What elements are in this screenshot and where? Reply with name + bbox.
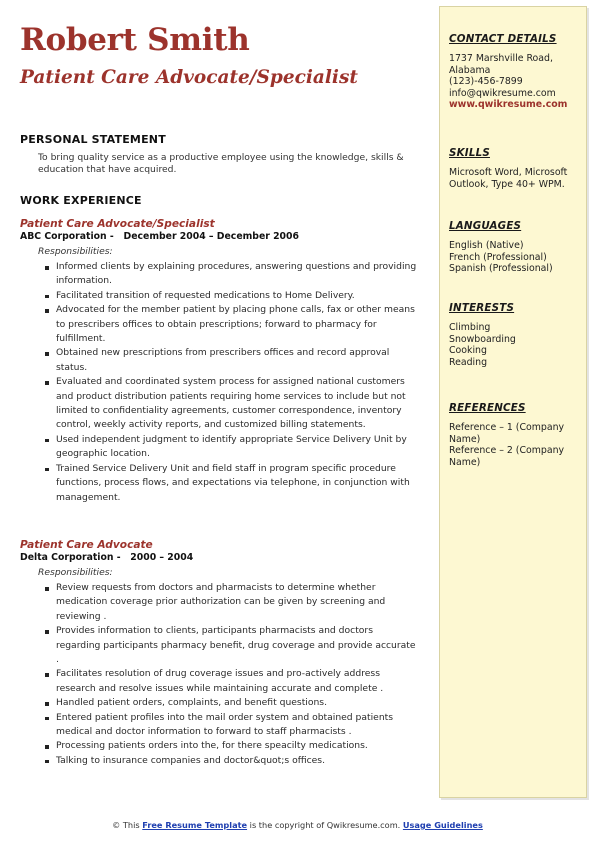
references-section — [449, 402, 583, 468]
resume-title: Patient Care Advocate/Specialist — [20, 67, 358, 88]
list-item: Facilitated transition of requested medications to Home Delivery. — [56, 289, 420, 303]
list-item: Provides information to clients, participants pharmacists and doctors regarding participants pharmacy benefit, drug coverage and provide accurate . — [56, 624, 420, 667]
references-heading: REFERENCES — [449, 402, 526, 414]
list-item: Processing patients orders into the, for there speacilty medications. — [56, 739, 420, 753]
sidebar — [439, 6, 587, 798]
skills-heading: SKILLS — [449, 147, 490, 159]
skills-line: Microsoft Word, Microsoft — [449, 167, 568, 178]
interest-item: Snowboarding — [449, 333, 516, 345]
personal-statement-heading: PERSONAL STATEMENT — [20, 133, 166, 146]
footer-prefix: © This — [112, 820, 143, 830]
interest-item: Reading — [449, 356, 488, 368]
interest-item: Cooking — [449, 345, 487, 357]
list-item: Used independent judgment to identify appropriate Service Delivery Unit by geographic location. — [56, 433, 420, 462]
list-item: Evaluated and coordinated system process for assigned national customers and product distribution patients requiring home services to include but not limited to confidentiality agreements, customer correspondence, inventory control, weekly activity reports, and customized billing statements. — [56, 375, 420, 433]
skills-section — [449, 147, 583, 190]
list-item: Talking to insurance companies and doctor&quot;s offices. — [56, 754, 420, 768]
languages-heading: LANGUAGES — [449, 220, 522, 232]
list-item: Facilitates resolution of drug coverage issues and pro-actively address research and resolve issues while maintaining accurate and complete . — [56, 667, 420, 696]
responsibilities-list — [20, 260, 420, 505]
footer — [0, 820, 595, 830]
list-item: Handled patient orders, complaints, and benefit questions. — [56, 696, 420, 710]
responsibilities-list — [20, 581, 420, 768]
list-item: Informed clients by explaining procedures, answering questions and providing information. — [56, 260, 420, 289]
reference-line: Name) — [449, 456, 481, 468]
usage-guidelines-link[interactable]: Usage Guidelines — [402, 820, 483, 830]
email: info@qwikresume.com — [449, 87, 556, 99]
phone: (123)-456-7899 — [449, 76, 523, 88]
list-item: Obtained new prescriptions from prescribers offices and record approval status. — [56, 346, 420, 375]
skills-line: Outlook, Type 40+ WPM. — [449, 178, 565, 190]
interest-item: Climbing — [449, 322, 491, 333]
website-link[interactable]: www.qwikresume.com — [449, 99, 568, 111]
job-entry-1 — [20, 218, 420, 505]
list-item: Trained Service Delivery Unit and field staff in program specific procedure functions, process flows, and expectations via telephone, in conjunction with management. — [56, 462, 420, 505]
free-resume-template-link[interactable]: Free Resume Template — [142, 820, 248, 830]
job-company-dates: ABC Corporation - December 2004 – December 2006 — [20, 231, 299, 242]
address-line: 1737 Marshville Road, — [449, 53, 553, 64]
contact-section — [449, 33, 583, 111]
interests-heading: INTERESTS — [449, 302, 515, 314]
list-item: Advocated for the member patient by placing phone calls, fax or other means to prescribers offices to obtain prescriptions; forward to pharmacy for fulfillment. — [56, 303, 420, 346]
responsibilities-label: Responsibilities: — [38, 246, 113, 257]
footer-copyright-text: is the copyright of Qwikresume.com. — [247, 820, 403, 830]
language-item: Spanish (Professional) — [449, 263, 553, 275]
job-title: Patient Care Advocate/Specialist — [20, 218, 215, 230]
list-item: Entered patient profiles into the mail order system and obtained patients medical and doctor information to forward to staff pharmacists . — [56, 711, 420, 740]
language-item: English (Native) — [449, 240, 524, 251]
job-title: Patient Care Advocate — [20, 539, 153, 551]
reference-line: Name) — [449, 433, 481, 445]
resume-name: Robert Smith — [20, 22, 250, 58]
contact-heading: CONTACT DETAILS — [449, 33, 557, 45]
responsibilities-label: Responsibilities: — [38, 567, 113, 578]
work-experience-heading: WORK EXPERIENCE — [20, 194, 142, 207]
languages-section — [449, 220, 583, 275]
personal-statement-text: To bring quality service as a productive employee using the knowledge, skills & education that have acquired. — [38, 152, 404, 175]
language-item: French (Professional) — [449, 251, 547, 263]
interests-section — [449, 302, 583, 368]
reference-line: Reference – 2 (Company — [449, 445, 565, 457]
job-entry-2 — [20, 539, 420, 768]
reference-line: Reference – 1 (Company — [449, 422, 565, 433]
address-state: Alabama — [449, 64, 491, 76]
job-company-dates: Delta Corporation - 2000 – 2004 — [20, 552, 194, 563]
list-item: Review requests from doctors and pharmacists to determine whether medication coverage prior authorization can be given by screening and reviewing . — [56, 581, 420, 624]
